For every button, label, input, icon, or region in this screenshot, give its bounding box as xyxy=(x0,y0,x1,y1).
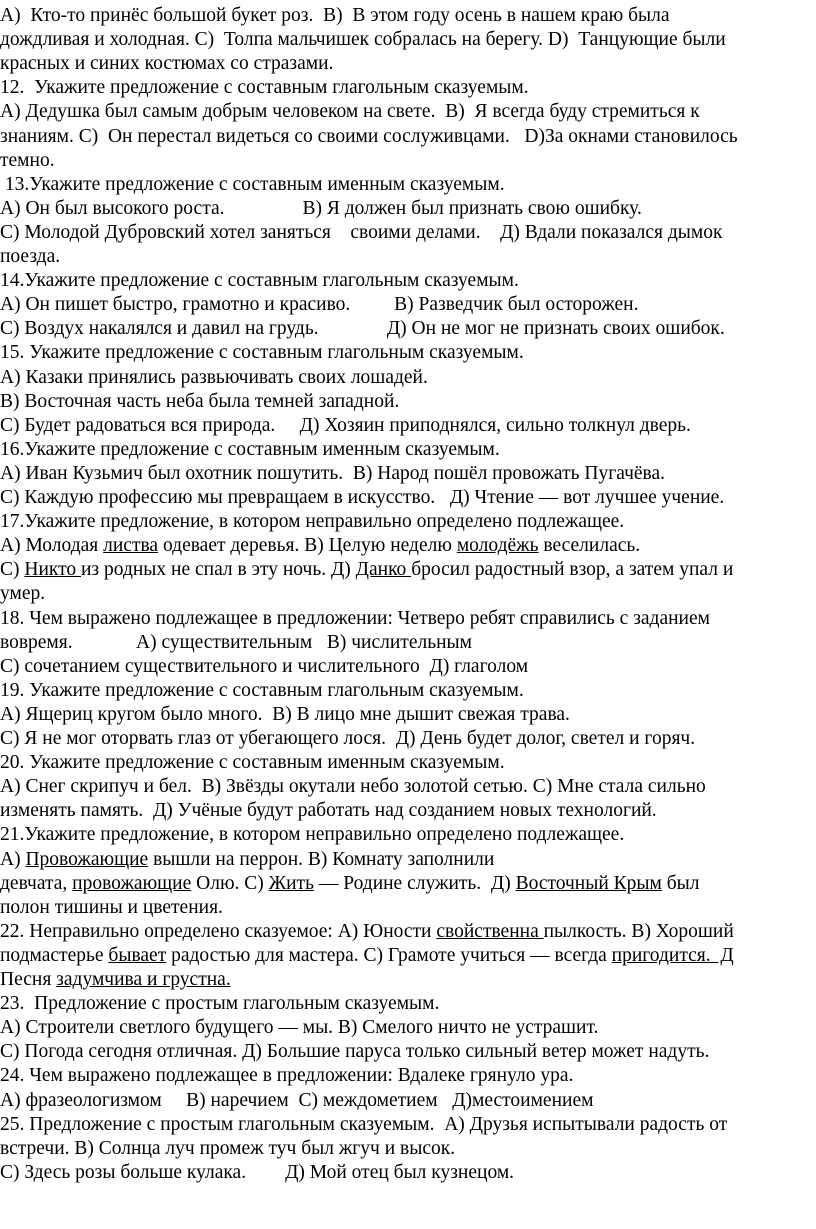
text-run: А) Он пишет быстро, грамотно и красиво. В) Разведчик был осторожен. xyxy=(0,294,639,316)
text-run: А) Кто-то принёс большой букет роз. В) В этом году осень в нашем краю была xyxy=(0,5,670,26)
text-line xyxy=(0,341,524,365)
text-run: С) Воздух накалялся и давил на грудь. Д) Он не мог не признать своих ошибок. xyxy=(0,318,725,340)
text-run: встречи. В) Солнца луч промеж туч был жгуч и высок. xyxy=(0,1137,456,1159)
text-run: пылкость. В) Хороший xyxy=(543,920,734,942)
text-run: 17.Укажите предложение, в котором неправильно определено подлежащее. xyxy=(0,511,625,533)
text-line xyxy=(0,703,570,727)
text-line xyxy=(0,149,55,173)
text-run: бросил радостный взор, а затем упал и xyxy=(411,559,734,581)
text-line xyxy=(0,486,724,510)
text-run: дождливая и холодная. С) Толпа мальчишек собралась на берегу. D) Танцующие были xyxy=(0,29,726,51)
text-line xyxy=(0,655,528,679)
text-run: умер. xyxy=(0,583,46,605)
text-line xyxy=(0,968,231,992)
text-line xyxy=(0,1040,709,1064)
text-run: 20. Укажите предложение с составным именным сказуемым. xyxy=(0,752,505,774)
text-run: 12. Укажите предложение с составным глагольным сказуемым. xyxy=(0,77,529,99)
text-run: А) фразеологизмом В) наречием С) междометием Д)местоимением xyxy=(0,1089,594,1111)
underlined-word: Восточный Крым xyxy=(515,872,662,894)
text-run: С) Здесь розы больше кулака. Д) Мой отец был кузнецом. xyxy=(0,1161,515,1183)
text-run: С) сочетанием существительного и числительного Д) глаголом xyxy=(0,655,529,677)
text-line xyxy=(0,944,734,968)
text-run: красных и синих костюмах со стразами. xyxy=(0,53,334,75)
text-run: вышли на перрон. В) Комнату заполнили xyxy=(148,848,495,870)
text-line xyxy=(0,366,428,390)
text-run: А) Иван Кузьмич был охотник пошутить. В) Народ пошёл провожать Пугачёва. xyxy=(0,462,666,484)
text-line xyxy=(0,197,642,221)
text-line xyxy=(0,100,700,124)
text-line xyxy=(0,28,726,52)
text-run: С) Будет радоваться вся природа. Д) Хозяин приподнялся, сильно толкнул дверь. xyxy=(0,414,691,436)
text-line xyxy=(0,558,733,582)
text-run: 19. Укажите предложение с составным глагольным сказуемым. xyxy=(0,679,524,701)
underlined-word: листва xyxy=(103,535,159,557)
text-run: А) Ящериц кругом было много. В) В лицо мне дышит свежая трава. xyxy=(0,703,570,725)
text-run: С) xyxy=(0,559,25,581)
text-line xyxy=(0,631,472,655)
text-run: А) Строители светлого будущего — мы. В) Смелого ничто не устрашит. xyxy=(0,1017,599,1039)
underlined-word: Данко xyxy=(355,559,412,581)
text-run: С) Погода сегодня отличная. Д) Большие паруса только сильный ветер может надуть. xyxy=(0,1041,710,1063)
text-line xyxy=(0,1089,593,1113)
underlined-word: Жить xyxy=(268,872,314,894)
text-line xyxy=(0,872,700,896)
text-run: А) Он был высокого роста. В) Я должен был признать свою ошибку. xyxy=(0,197,642,219)
text-line xyxy=(0,751,505,775)
text-line xyxy=(0,799,657,823)
text-line xyxy=(0,510,624,534)
text-line xyxy=(0,1161,514,1185)
text-line xyxy=(0,414,691,438)
text-run: одевает деревья. В) Целую неделю xyxy=(158,535,457,557)
text-run: С) Я не мог оторвать глаз от убегающего лося. Д) День будет долог, светел и горяч. xyxy=(0,728,696,749)
text-run: — Родине служить. Д) xyxy=(313,872,516,894)
text-line xyxy=(0,293,638,317)
underlined-word: задумчива и грустна. xyxy=(56,969,231,990)
text-run: радостью для мастера. С) Грамоте учиться — всегда xyxy=(166,944,612,966)
text-line xyxy=(0,269,519,293)
text-run: поезда. xyxy=(0,246,61,267)
text-run: изменять память. Д) Учёные будут работать над созданием новых технологий. xyxy=(0,800,657,822)
text-line xyxy=(0,390,399,414)
text-line xyxy=(0,920,734,944)
text-line xyxy=(0,823,624,847)
text-run: из родных не спал в эту ночь. Д) xyxy=(81,559,356,581)
text-run: темно. xyxy=(0,149,55,171)
text-run: подмастерье xyxy=(0,944,109,966)
text-line xyxy=(0,992,439,1016)
text-run: С) Молодой Дубровский хотел заняться своими делами. Д) Вдали показался дымок xyxy=(0,221,723,243)
underlined-word: Никто xyxy=(24,559,81,581)
text-line xyxy=(0,317,725,341)
text-line xyxy=(0,582,45,606)
text-line xyxy=(0,438,500,462)
underlined-word: молодёжь xyxy=(456,535,539,557)
text-line xyxy=(0,221,722,245)
text-run: 15. Укажите предложение с составным глагольным сказуемым. xyxy=(0,342,524,364)
text-line xyxy=(0,607,710,631)
text-run: 24. Чем выражено подлежащее в предложении: Вдалеке грянуло ура. xyxy=(0,1065,574,1087)
text-line xyxy=(0,727,695,751)
text-run: 16.Укажите предложение с составным именным сказуемым. xyxy=(0,438,500,460)
text-run: 14.Укажите предложение с составным глагольным сказуемым. xyxy=(0,270,519,292)
text-line xyxy=(0,1016,598,1040)
text-line xyxy=(0,1064,573,1088)
text-run: веселилась. xyxy=(538,535,641,557)
text-run: вовремя. А) существительным В) числительным xyxy=(0,631,472,653)
text-run: 22. Неправильно определено сказуемое: А) Юности xyxy=(0,920,437,942)
text-line xyxy=(0,534,640,558)
text-run: 21.Укажите предложение, в котором неправильно определено подлежащее. xyxy=(0,824,625,846)
text-run: А) Казаки принялись развьючивать своих лошадей. xyxy=(0,366,428,388)
text-line xyxy=(0,896,223,920)
text-line xyxy=(0,1113,727,1137)
text-line xyxy=(0,76,529,100)
text-run: В) Восточная часть неба была темней западной. xyxy=(0,390,400,412)
text-run: 23. Предложение с простым глагольным сказуемым. xyxy=(0,993,440,1015)
text-line xyxy=(0,4,670,28)
text-run: С) Каждую профессию мы превращаем в искусство. Д) Чтение — вот лучшее учение. xyxy=(0,487,725,508)
underlined-word: Провожающие xyxy=(25,848,149,870)
text-line xyxy=(0,173,505,197)
text-run: Олю. С) xyxy=(191,872,269,894)
underlined-word: пригодится. Д xyxy=(611,944,734,966)
text-run: девчата, xyxy=(0,872,73,894)
text-run: 18. Чем выражено подлежащее в предложении: Четверо ребят справились с заданием xyxy=(0,607,710,629)
text-line xyxy=(0,848,494,872)
text-run: был xyxy=(661,872,700,894)
underlined-word: провожающие xyxy=(72,872,192,894)
text-run: знаниям. С) Он перестал видеться со своими сослуживцами. D)За окнами становилось xyxy=(0,125,738,147)
text-line xyxy=(0,775,706,799)
text-line xyxy=(0,125,738,149)
text-line xyxy=(0,52,333,76)
text-run: А) Молодая xyxy=(0,535,104,557)
text-line xyxy=(0,245,60,269)
text-run: полон тишины и цветения. xyxy=(0,896,223,918)
text-line xyxy=(0,679,524,703)
underlined-word: бывает xyxy=(108,944,167,966)
text-run: Песня xyxy=(0,969,57,990)
underlined-word: свойственна xyxy=(436,920,544,942)
text-run: 25. Предложение с простым глагольным сказуемым. А) Друзья испытывали радость от xyxy=(0,1113,728,1135)
text-line xyxy=(0,462,665,486)
text-run: А) Дедушка был самым добрым человеком на свете. В) Я всегда буду стремиться к xyxy=(0,101,700,123)
text-run: А) Снег скрипуч и бел. В) Звёзды окутали небо золотой сетью. С) Мне стала сильно xyxy=(0,776,706,798)
text-line xyxy=(0,1137,455,1161)
text-run: А) xyxy=(0,848,26,870)
text-run: 13.Укажите предложение с составным именным сказуемым. xyxy=(0,173,505,195)
